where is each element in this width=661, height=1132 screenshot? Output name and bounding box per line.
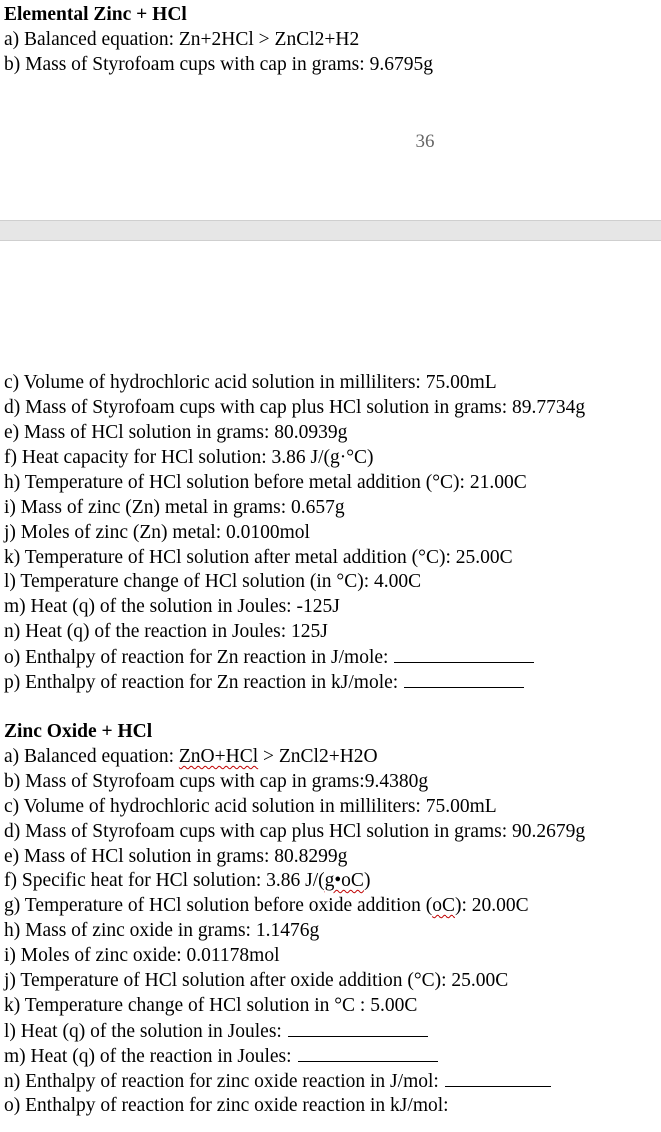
s1-line-p <box>4 669 524 695</box>
s1-line-k: k) Temperature of HCl solution after metal addition (°C): 25.00C <box>4 547 513 568</box>
s1-line-m: m) Heat (q) of the solution in Joules: -125J <box>4 596 340 617</box>
s2-equation-reactants: ZnO+HCl <box>178 746 259 767</box>
s1-line-a: a) Balanced equation: Zn+2HCl > ZnCl2+H2 <box>4 29 360 50</box>
s2-line-a-prefix: a) Balanced equation: <box>4 746 179 767</box>
s2-line-a <box>4 744 378 769</box>
s2-line-f <box>4 868 370 893</box>
s1-line-h: h) Temperature of HCl solution before metal addition (°C): 21.00C <box>4 472 527 493</box>
s1-line-c: c) Volume of hydrochloric acid solution in milliliters: 75.00mL <box>4 372 497 393</box>
s1-line-l: l) Temperature change of HCl solution (in °C): 4.00C <box>4 571 422 592</box>
s2-line-f-suffix: ) <box>363 870 371 891</box>
s2-line-m <box>4 1043 438 1069</box>
s2-line-m-text: m) Heat (q) of the reaction in Joules: <box>4 1046 292 1067</box>
s1-line-d: d) Mass of Styrofoam cups with cap plus HCl solution in grams: 89.7734g <box>4 397 586 418</box>
section1-title: Elemental Zinc + HCl <box>4 4 187 25</box>
s2-line-f-unit: g•oC <box>324 870 364 891</box>
s2-line-n <box>4 1068 551 1094</box>
s1-line-p-text: p) Enthalpy of reaction for Zn reaction in kJ/mole: <box>4 672 399 693</box>
s1-line-b: b) Mass of Styrofoam cups with cap in grams: 9.6795g <box>4 54 433 75</box>
answer-blank[interactable] <box>298 1043 438 1062</box>
answer-blank[interactable] <box>394 644 534 663</box>
s2-line-l-text: l) Heat (q) of the solution in Joules: <box>4 1021 282 1042</box>
s2-line-d: d) Mass of Styrofoam cups with cap plus HCl solution in grams: 90.2679g <box>4 821 586 842</box>
s2-line-b: b) Mass of Styrofoam cups with cap in grams:9.4380g <box>4 771 429 792</box>
s2-line-g-unit: oC <box>432 895 456 916</box>
s2-line-h: h) Mass of zinc oxide in grams: 1.1476g <box>4 920 320 941</box>
s1-line-n: n) Heat (q) of the reaction in Joules: 125J <box>4 621 328 642</box>
s2-line-i: i) Moles of zinc oxide: 0.01178mol <box>4 945 280 966</box>
s1-line-o <box>4 644 534 670</box>
s2-line-k: k) Temperature change of HCl solution in °C : 5.00C <box>4 995 418 1016</box>
s2-line-a-suffix: > ZnCl2+H2O <box>258 746 378 767</box>
answer-blank[interactable] <box>404 669 524 688</box>
s1-line-o-text: o) Enthalpy of reaction for Zn reaction in J/mole: <box>4 647 389 668</box>
section2-title: Zinc Oxide + HCl <box>4 721 153 742</box>
s1-line-i: i) Mass of zinc (Zn) metal in grams: 0.657g <box>4 497 345 518</box>
s1-line-f: f) Heat capacity for HCl solution: 3.86 J/(g·°C) <box>4 447 374 468</box>
answer-blank[interactable] <box>445 1068 551 1087</box>
page-number: 36 <box>415 131 435 152</box>
s2-line-e: e) Mass of HCl solution in grams: 80.8299g <box>4 846 348 867</box>
s2-line-l <box>4 1018 428 1044</box>
answer-blank[interactable] <box>288 1018 428 1037</box>
s2-line-c: c) Volume of hydrochloric acid solution in milliliters: 75.00mL <box>4 796 497 817</box>
s1-line-j: j) Moles of zinc (Zn) metal: 0.0100mol <box>4 522 310 543</box>
s1-line-e: e) Mass of HCl solution in grams: 80.0939g <box>4 422 348 443</box>
s2-line-f-prefix: f) Specific heat for HCl solution: 3.86 J/( <box>4 870 325 891</box>
s2-line-g <box>4 893 529 918</box>
s2-line-g-prefix: g) Temperature of HCl solution before oxide addition ( <box>4 895 433 916</box>
page-break-divider <box>0 220 661 241</box>
s2-line-o: o) Enthalpy of reaction for zinc oxide reaction in kJ/mol: <box>4 1095 449 1116</box>
s2-line-n-text: n) Enthalpy of reaction for zinc oxide reaction in J/mol: <box>4 1071 439 1092</box>
s2-line-j: j) Temperature of HCl solution after oxide addition (°C): 25.00C <box>4 970 509 991</box>
s2-line-g-suffix: ): 20.00C <box>455 895 529 916</box>
